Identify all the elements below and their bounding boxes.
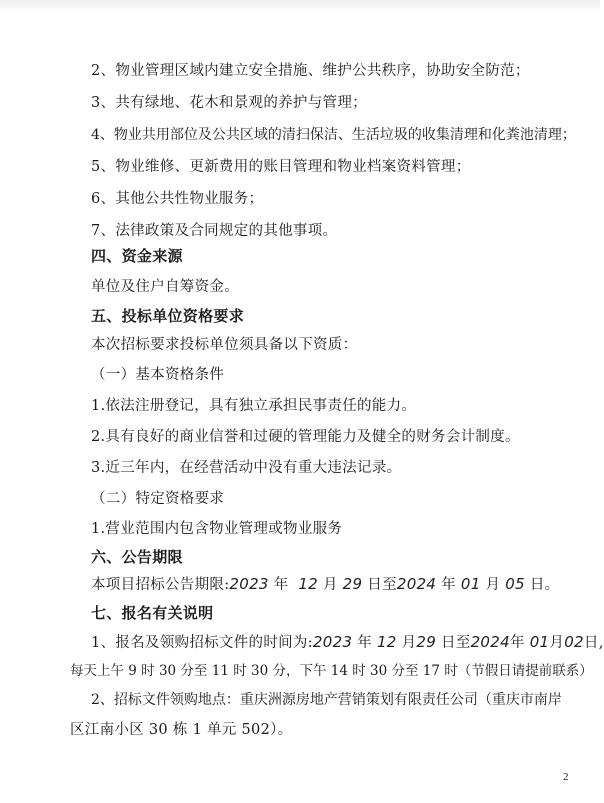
scan-top-edge: [0, 0, 600, 12]
year-char: 年: [273, 577, 289, 593]
handwritten-reg-start-day: 29: [416, 633, 437, 651]
registration-time: [91, 632, 604, 653]
handwritten-end-year: 2024: [396, 575, 437, 593]
month-char: 月: [485, 577, 501, 593]
section-4-heading: 四、资金来源: [91, 247, 183, 265]
handwritten-reg-end-day: 02: [564, 633, 584, 651]
handwritten-start-month: 12: [298, 575, 319, 593]
duty-item-4: 4、物业共用部位及公共区域的清扫保洁、生活垃圾的收集清理和化粪池清理；: [91, 127, 576, 143]
to-char: 日至: [440, 635, 471, 651]
year-char: 年: [441, 577, 456, 593]
duty-item-6: 6、其他公共性物业服务；: [91, 191, 264, 207]
to-char: 日至: [367, 577, 397, 593]
handwritten-end-day: 05: [505, 575, 525, 593]
day-end-char: 日。: [529, 577, 560, 593]
basic-qualification-2: 2.具有良好的商业信誉和过硬的管理能力及健全的财务会计制度。: [91, 429, 520, 445]
basic-qualification-1: 1.依法注册登记，具有独立承担民事责任的能力。: [91, 398, 417, 414]
day-end-char: 日,: [583, 635, 604, 651]
handwritten-reg-end-month: 01: [529, 633, 550, 651]
section-7-heading: 七、报名有关说明: [91, 604, 214, 622]
registration-hours: 每天上午 9 时 30 分至 11 时 30 分，下午 14 时 30 分至 17 时（节假日请提前联系）: [70, 663, 593, 679]
handwritten-start-day: 29: [342, 575, 363, 593]
month-char: 月: [549, 635, 565, 651]
basic-qualification-heading: （一）基本资格条件: [91, 367, 225, 383]
special-qualification-1: 1.营业范围内包含物业管理或物业服务: [91, 521, 343, 537]
announcement-period-label: 本项目招标公告期限:: [91, 577, 230, 593]
year-char: 年: [509, 635, 525, 651]
handwritten-reg-start-month: 12: [376, 633, 397, 651]
basic-qualification-3: 3.近三年内，在经营活动中没有重大违法记录。: [91, 460, 402, 476]
page-number: 2: [563, 771, 569, 783]
year-char: 年: [357, 635, 373, 651]
section-5-heading: 五、投标单位资格要求: [91, 307, 245, 325]
purchase-location-line1: 2、招标文件领购地点：重庆洲源房地产营销策划有限责任公司（重庆市南岸: [91, 692, 562, 708]
duty-item-2: 2、物业管理区域内建立安全措施、维护公共秩序，协助安全防范；: [91, 63, 530, 79]
duty-item-7: 7、法律政策及合同规定的其他事项。: [91, 223, 338, 239]
section-6-heading: 六、公告期限: [91, 548, 183, 566]
announcement-period: [91, 574, 559, 595]
month-char: 月: [322, 577, 338, 593]
special-qualification-heading: （二）特定资格要求: [91, 491, 225, 507]
registration-time-label: 1、报名及领购招标文件的时间为:: [91, 635, 313, 651]
duty-item-5: 5、物业维修、更新费用的账目管理和物业档案资料管理；: [91, 159, 471, 175]
month-char: 月: [401, 635, 417, 651]
section-5-intro: 本次招标要求投标单位须具备以下资质：: [91, 337, 358, 353]
handwritten-reg-end-year: 2024: [470, 633, 510, 651]
purchase-location-line2: 区江南小区 30 栋 1 单元 502）。: [70, 722, 293, 738]
duty-item-3: 3、共有绿地、花木和景观的养护与管理；: [91, 95, 367, 111]
section-4-text: 单位及住户自筹资金。: [91, 279, 239, 295]
handwritten-reg-start-year: 2023: [312, 633, 353, 651]
handwritten-start-year: 2023: [229, 575, 269, 593]
handwritten-end-month: 01: [460, 575, 481, 593]
